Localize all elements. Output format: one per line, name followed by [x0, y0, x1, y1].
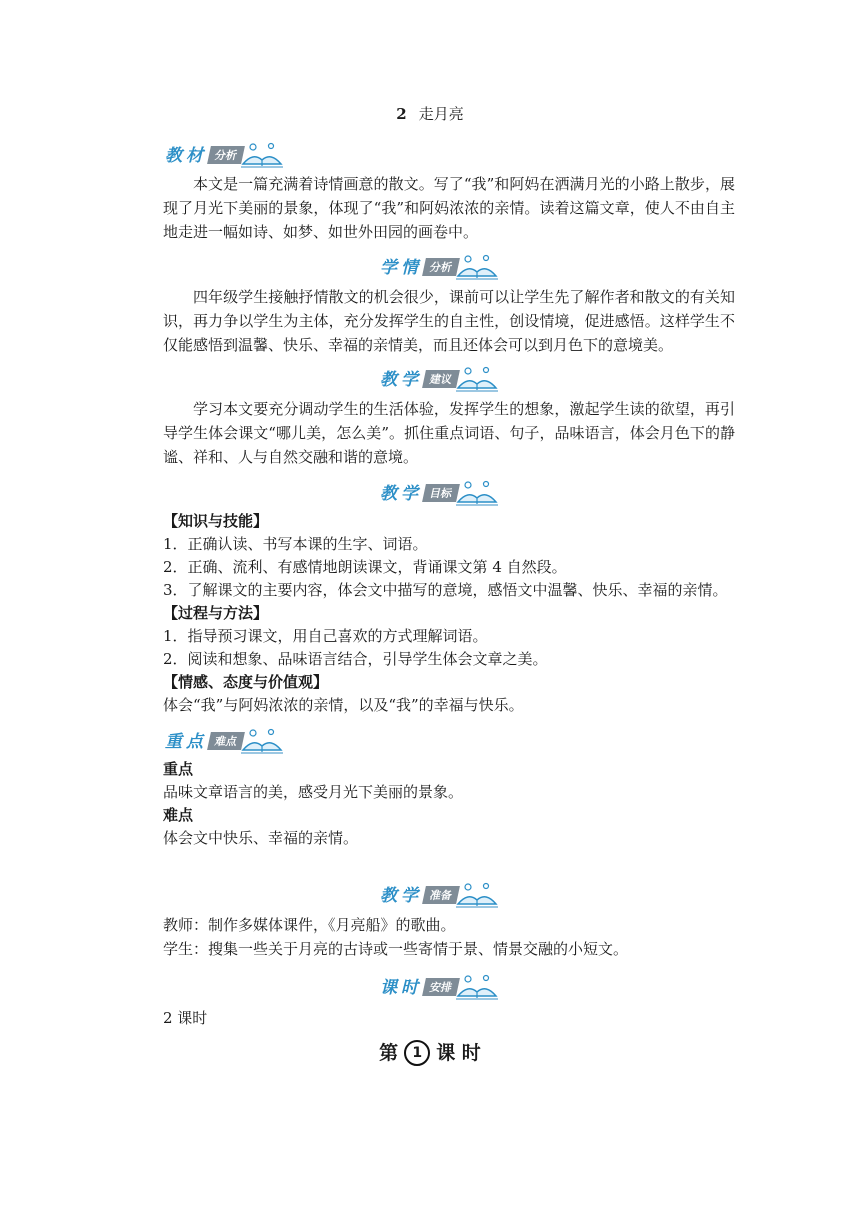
goals-heading-process: 【过程与方法】: [163, 604, 269, 622]
difficulty-heading: 难点: [163, 806, 194, 824]
lesson-title: 走月亮: [418, 105, 464, 123]
schedule-text: 2 课时: [163, 1009, 208, 1027]
lesson-heading-prefix: 第: [379, 1042, 399, 1064]
goal-item: 2．阅读和想象、品味语言结合，引导学生体会文章之美。: [163, 650, 548, 668]
goal-item: 体会“我”与阿妈浓浓的亲情，以及“我”的幸福与快乐。: [163, 696, 524, 714]
book-icon: [239, 724, 285, 756]
student-analysis-paragraph: 四年级学生接触抒情散文的机会很少，课前可以让学生先了解作者和散文的有关知识，再力争以学生为主体，充分发挥学生的自主性，创设情境，促进感悟。这样学生不仅能感悟到温馨、快乐、幸福的亲情美，而且还体会可以到月色下的意境美。: [163, 288, 735, 354]
banner-main-text: 重点: [165, 732, 207, 752]
goal-item: 1．正确认读、书写本课的生字、词语。: [163, 535, 428, 553]
page-title: [0, 103, 860, 124]
section-banner-textbook-analysis: [163, 138, 285, 170]
banner-main-text: 教学: [380, 886, 422, 906]
book-icon: [454, 362, 500, 394]
prep-student: 学生：搜集一些关于月亮的古诗或一些寄情于景、情景交融的小短文。: [163, 940, 629, 958]
lesson-number: 2: [396, 105, 407, 123]
goals-heading-knowledge: 【知识与技能】: [163, 512, 269, 530]
prep-teacher: 教师：制作多媒体课件，《月亮船》的歌曲。: [163, 916, 456, 934]
banner-main-text: 学情: [380, 258, 422, 278]
section-banner-student-analysis: [378, 250, 500, 282]
keypoint-text: 品味文章语言的美，感受月光下美丽的景象。: [163, 783, 464, 801]
banner-sub-text: 分析: [207, 146, 245, 164]
banner-sub-text: 准备: [422, 886, 460, 904]
section-banner-teaching-suggestions: [378, 362, 500, 394]
banner-main-text: 教材: [165, 146, 207, 166]
lesson-heading: [0, 1038, 860, 1066]
book-icon: [454, 878, 500, 910]
banner-sub-text: 建议: [422, 370, 460, 388]
book-icon: [239, 138, 285, 170]
banner-sub-text: 难点: [207, 732, 245, 750]
textbook-analysis-paragraph: 本文是一篇充满着诗情画意的散文。写了“我”和阿妈在洒满月光的小路上散步，展现了月光下美丽的景象，体现了“我”和阿妈浓浓的亲情。读着这篇文章，使人不由自主地走进一幅如诗、如梦、如世外田园的画卷中。: [163, 175, 735, 241]
section-banner-schedule: [378, 970, 500, 1002]
banner-sub-text: 分析: [422, 258, 460, 276]
banner-sub-text: 目标: [422, 484, 460, 502]
lesson-heading-suffix: 课 时: [436, 1042, 481, 1064]
difficulty-text: 体会文中快乐、幸福的亲情。: [163, 829, 359, 847]
goals-heading-emotion: 【情感、态度与价值观】: [163, 673, 329, 691]
book-icon: [454, 970, 500, 1002]
section-banner-teaching-goals: [378, 476, 500, 508]
section-banner-key-difficult: [163, 724, 285, 756]
book-icon: [454, 250, 500, 282]
book-icon: [454, 476, 500, 508]
teaching-suggestions-paragraph: 学习本文要充分调动学生的生活体验，发挥学生的想象，激起学生读的欲望，再引导学生体会课文“哪儿美，怎么美”。抓住重点词语、句子，品味语言，体会月色下的静谧、祥和、人与自然交融和谐的意境。: [163, 400, 735, 466]
keypoint-heading: 重点: [163, 760, 194, 778]
banner-main-text: 教学: [380, 370, 422, 390]
banner-sub-text: 安排: [422, 978, 460, 996]
banner-main-text: 课时: [380, 978, 422, 998]
lesson-number-circle: 1: [404, 1040, 430, 1066]
goal-item: 2．正确、流利、有感情地朗读课文，背诵课文第 4 自然段。: [163, 558, 567, 576]
goal-item: 1．指导预习课文，用自己喜欢的方式理解词语。: [163, 627, 488, 645]
goal-item: 3．了解课文的主要内容，体会文中描写的意境，感悟文中温馨、快乐、幸福的亲情。: [163, 581, 728, 599]
banner-main-text: 教学: [380, 484, 422, 504]
section-banner-preparation: [378, 878, 500, 910]
